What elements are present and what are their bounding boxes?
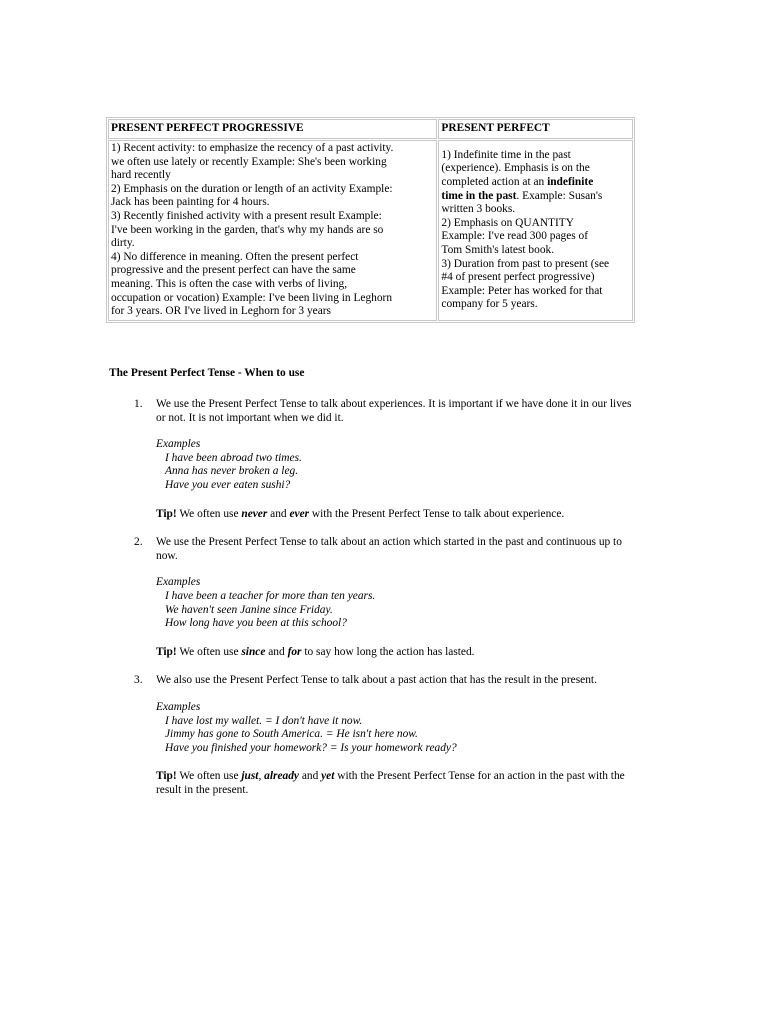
item-text-line: now.	[156, 549, 178, 562]
tip-note	[156, 646, 704, 660]
progressive-uses-cell	[108, 140, 437, 321]
tip-keyword: for	[287, 645, 302, 658]
examples-label: Examples	[156, 438, 201, 451]
cell-text: completed action at an	[441, 175, 548, 188]
example-sentence: How long have you been at this school?	[165, 617, 347, 630]
bold-term: time in the past	[441, 189, 517, 202]
cell-line	[441, 176, 630, 190]
tip-text: with the Present Perfect Tense for an action in the past with the	[334, 770, 625, 783]
cell-line: for 3 years. OR I've lived in Leghorn for 3 years	[111, 305, 331, 318]
example-sentence: Have you finished your homework? = Is your homework ready?	[165, 741, 457, 754]
example-sentence: We haven't seen Janine since Friday.	[165, 603, 333, 616]
list-item	[109, 398, 704, 521]
example-sentence: Anna has never broken a leg.	[165, 465, 299, 478]
example-sentence: I have been abroad two times.	[165, 451, 302, 464]
list-item	[109, 536, 704, 659]
examples-block	[156, 576, 704, 630]
tip-text: and	[267, 507, 290, 520]
tip-text: to say how long the action has lasted.	[301, 645, 475, 658]
cell-line: 2) Emphasis on the duration or length of an activity Example:	[111, 182, 393, 195]
examples-block	[156, 438, 704, 492]
example-sentence: I have been a teacher for more than ten years.	[165, 589, 376, 602]
tip-text: We often use	[176, 770, 242, 783]
tip-label: Tip!	[156, 770, 177, 783]
table-header-row	[108, 119, 633, 139]
cell-line: occupation or vocation) Example: I've been living in Leghorn	[111, 291, 393, 304]
item-number: 2.	[134, 536, 143, 549]
tip-keyword: already	[264, 770, 299, 783]
item-number: 3.	[134, 674, 143, 687]
tip-keyword: yet	[321, 770, 335, 783]
tip-text: result in the present.	[156, 783, 249, 796]
tip-text: with the Present Perfect Tense to talk about experience.	[309, 507, 565, 520]
examples-label: Examples	[156, 576, 201, 589]
tip-keyword: just	[241, 770, 259, 783]
tip-note	[156, 770, 704, 797]
cell-line: Jack has been painting for 4 hours.	[111, 196, 270, 209]
tip-keyword: ever	[289, 507, 310, 520]
example-sentence: Have you ever eaten sushi?	[165, 478, 291, 491]
cell-line: 2) Emphasis on QUANTITY	[441, 216, 574, 229]
cell-line: company for 5 years.	[441, 298, 538, 311]
cell-line: 3) Recently finished activity with a present result Example:	[111, 209, 382, 222]
tip-label: Tip!	[156, 645, 177, 658]
cell-line: #4 of present perfect progressive)	[441, 271, 595, 284]
cell-line: hard recently	[111, 169, 171, 182]
comparison-table	[106, 117, 635, 323]
cell-line: dirty.	[111, 237, 135, 250]
cell-line: I've been working in the garden, that's why my hands are so	[111, 223, 384, 236]
bold-term: indefinite	[547, 175, 594, 188]
tip-text: ,	[258, 770, 265, 783]
example-sentence: Jimmy has gone to South America. = He isn't here now.	[165, 728, 418, 741]
tip-label: Tip!	[156, 507, 177, 520]
tip-keyword: never	[241, 507, 268, 520]
item-text-line: or not. It is not important when we did it.	[156, 411, 344, 424]
cell-line: Example: Peter has worked for that	[441, 284, 603, 297]
cell-line: 1) Recent activity: to emphasize the recency of a past activity.	[111, 142, 394, 154]
cell-line: Tom Smith's latest book.	[441, 243, 555, 256]
cell-line: we often use lately or recently Example: She's been working	[111, 155, 387, 168]
cell-line: written 3 books.	[441, 203, 516, 216]
examples-block	[156, 701, 704, 755]
usage-list	[109, 398, 704, 797]
table-body-row	[108, 140, 633, 321]
cell-line: (experience). Emphasis is on the	[441, 162, 590, 175]
cell-line: 1) Indefinite time in the past	[441, 148, 571, 161]
tip-text: and	[265, 645, 288, 658]
example-sentence: I have lost my wallet. = I don't have it now.	[165, 714, 363, 727]
item-text-line: We use the Present Perfect Tense to talk about an action which started in the past and continuous up to	[156, 536, 622, 549]
perfect-uses-cell	[438, 140, 633, 321]
cell-line	[441, 190, 630, 204]
tip-note	[156, 508, 704, 522]
section-title: The Present Perfect Tense - When to use	[109, 367, 305, 379]
cell-line: 4) No difference in meaning. Often the present perfect	[111, 250, 359, 263]
examples-label: Examples	[156, 700, 201, 713]
tip-text: We often use	[176, 645, 242, 658]
cell-line: progressive and the present perfect can have the same	[111, 264, 356, 277]
cell-text: . Example: Susan's	[516, 189, 603, 202]
header-present-perfect: PRESENT PERFECT	[438, 119, 633, 139]
cell-line: 3) Duration from past to present (see	[441, 257, 610, 270]
tip-text: and	[298, 770, 322, 783]
cell-line: meaning. This is often the case with verbs of living,	[111, 277, 348, 290]
header-present-perfect-progressive: PRESENT PERFECT PROGRESSIVE	[108, 119, 437, 139]
tip-keyword: since	[241, 645, 266, 658]
item-text-line: We also use the Present Perfect Tense to talk about a past action that has the result in the present.	[156, 674, 597, 687]
tip-text: We often use	[176, 507, 242, 520]
item-text-line: We use the Present Perfect Tense to talk about experiences. It is important if we have done it in our lives	[156, 398, 632, 410]
item-number: 1.	[134, 398, 143, 410]
list-item	[109, 674, 704, 797]
cell-line: Example: I've read 300 pages of	[441, 230, 589, 243]
